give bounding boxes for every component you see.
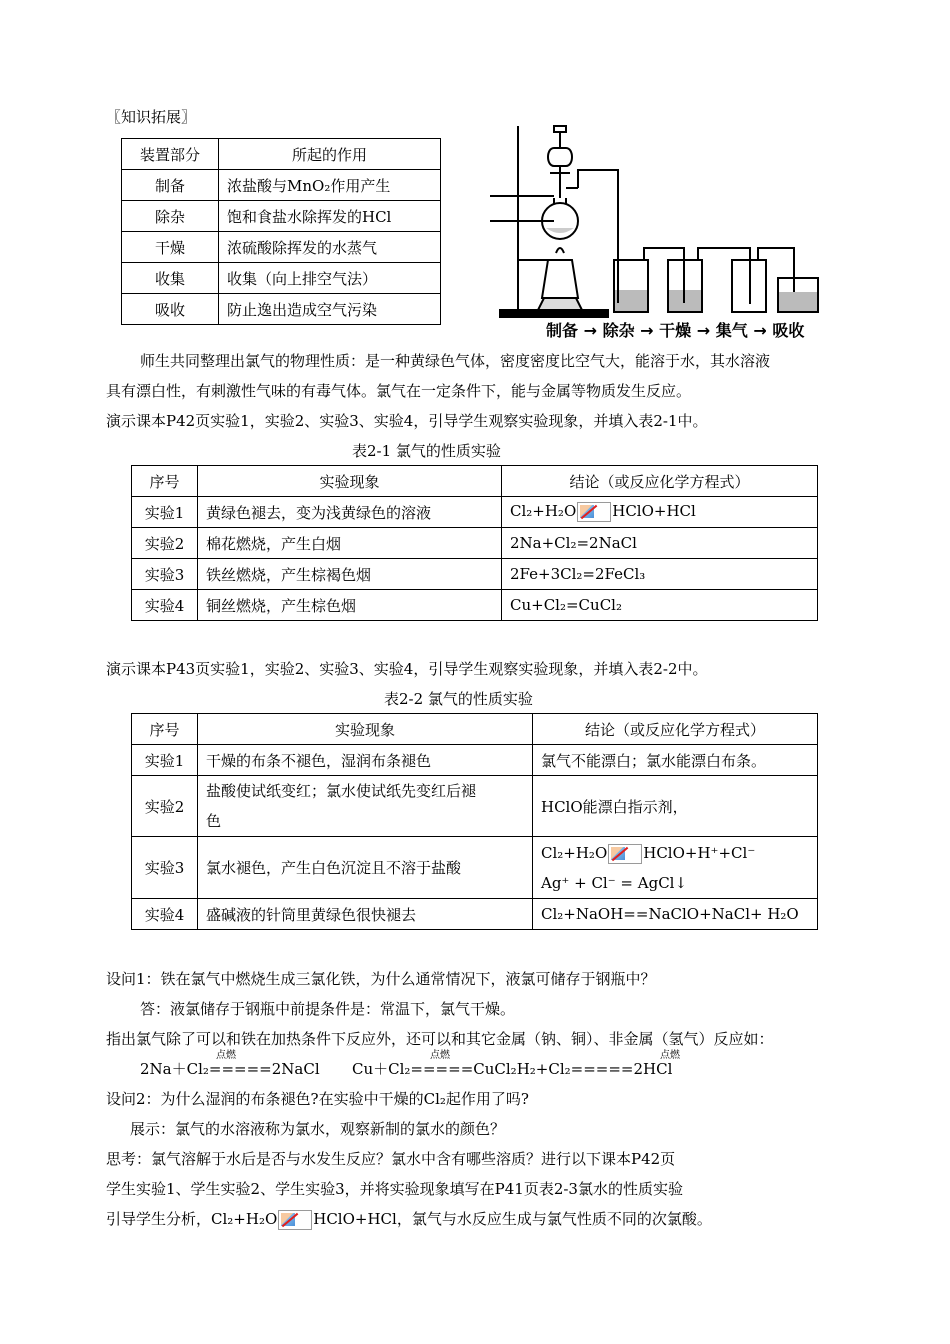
table-row: 实验2 盐酸使试纸变红；氯水使试纸先变红后褪 色 HClO能漂白指示剂，	[132, 776, 818, 837]
label-purification: 除杂	[602, 321, 635, 340]
answer-1: 答：液氯储存于钢瓶中前提条件是：常温下，氯气干燥。	[140, 1000, 516, 1018]
table-header: 装置部分	[122, 139, 219, 170]
table-caption: 表2-1 氯气的性质实验	[352, 442, 501, 460]
apparatus-table	[121, 138, 441, 325]
table-header: 结论（或反应化学方程式）	[502, 466, 818, 497]
condition-label: 点燃	[216, 1050, 236, 1061]
table-row: 实验3 铁丝燃烧，产生棕褐色烟 2Fe+3Cl₂=2FeCl₃	[132, 559, 818, 590]
table-header: 结论（或反应化学方程式）	[533, 714, 818, 745]
table-cell: 制备	[122, 170, 219, 201]
label-absorption: 吸收	[772, 321, 805, 340]
table-cell: 除杂	[122, 201, 219, 232]
label-drying: 干燥	[659, 321, 692, 340]
paragraph: 具有漂白性，有刺激性气味的有毒气体。氯气在一定条件下，能与金属等物质发生反应。	[106, 382, 692, 400]
question-2: 设问2：为什么湿润的布条褪色?在实验中干燥的Cl₂起作用了吗?	[106, 1090, 529, 1108]
properties-table-2	[131, 713, 818, 930]
table-header: 实验现象	[198, 714, 533, 745]
table-cell: 浓硫酸除挥发的水蒸气	[219, 232, 441, 263]
equation: Cu＋Cl₂=====CuCl₂H₂+Cl₂=====2HCl	[352, 1060, 673, 1078]
table-cell: 收集	[122, 263, 219, 294]
table-row: 实验4 铜丝燃烧，产生棕色烟 Cu+Cl₂=CuCl₂	[132, 590, 818, 621]
table-row: 实验4 盛碱液的针筒里黄绿色很快褪去 Cl₂+NaOH==NaClO+NaCl+ H₂O	[132, 899, 818, 930]
table-row: 实验2 棉花燃烧，产生白烟 2Na+Cl₂=2NaCl	[132, 528, 818, 559]
table-row: 实验1 干燥的布条不褪色，湿润布条褪色 氯气不能漂白；氯水能漂白布条。	[132, 745, 818, 776]
table-cell: 饱和食盐水除挥发的HCl	[219, 201, 441, 232]
table-caption: 表2-2 氯气的性质实验	[384, 690, 533, 708]
properties-table-1	[131, 465, 818, 621]
equation: 2Na＋Cl₂=====2NaCl	[140, 1060, 320, 1078]
table-row: 实验3 氯水褪色，产生白色沉淀且不溶于盐酸 Cl₂+H₂O HClO+H⁺+Cl⁻ Ag⁺ + Cl⁻ = AgCl↓	[132, 837, 818, 899]
broken-image-icon	[608, 844, 642, 864]
broken-image-icon	[577, 502, 611, 522]
note: 指出氯气除了可以和铁在加热条件下反应外，还可以和其它金属（钠、铜）、非金属（氢气）反应如：	[106, 1030, 774, 1048]
table-header: 所起的作用	[219, 139, 441, 170]
paragraph: 引导学生分析，Cl₂+H₂O HClO+HCl，氯气与水反应生成与氯气性质不同的次氯酸。	[106, 1210, 712, 1228]
table-cell: 收集（向上排空气法）	[219, 263, 441, 294]
table-header: 序号	[132, 714, 198, 745]
paragraph: 展示：氯气的水溶液称为氯水，观察新制的氯水的颜色？	[130, 1120, 506, 1138]
broken-image-icon	[278, 1210, 312, 1230]
chlorine-apparatus-diagram	[488, 118, 824, 340]
table-header: 实验现象	[198, 466, 502, 497]
table-cell: 吸收	[122, 294, 219, 325]
paragraph: 学生实验1、学生实验2、学生实验3，并将实验现象填写在P41页表2-3氯水的性质实验	[106, 1180, 683, 1198]
table-header: 序号	[132, 466, 198, 497]
paragraph: 演示课本P42页实验1，实验2、实验3、实验4，引导学生观察实验现象，并填入表2-1中。	[106, 412, 708, 430]
paragraph: 演示课本P43页实验1，实验2、实验3、实验4，引导学生观察实验现象，并填入表2-2中。	[106, 660, 708, 678]
question-1: 设问1：铁在氯气中燃烧生成三氯化铁，为什么通常情况下，液氯可储存于钢瓶中？	[106, 970, 656, 988]
apparatus-labels: 制备 → 除杂 → 干燥 → 集气 → 吸收	[546, 321, 805, 340]
section-heading: 〖知识拓展〗	[106, 108, 197, 126]
paragraph: 师生共同整理出氯气的物理性质：是一种黄绿色气体，密度密度比空气大，能溶于水，其水溶液	[140, 352, 771, 370]
table-cell: 防止逸出造成空气污染	[219, 294, 441, 325]
table-cell: 浓盐酸与MnO₂作用产生	[219, 170, 441, 201]
label-collection: 集气	[715, 321, 748, 340]
table-row: 实验1 黄绿色褪去，变为浅黄绿色的溶液 Cl₂+H₂O HClO+HCl	[132, 497, 818, 528]
condition-label: 点燃	[660, 1050, 680, 1061]
label-preparation: 制备	[546, 321, 579, 340]
table-cell: 干燥	[122, 232, 219, 263]
condition-label: 点燃	[430, 1050, 450, 1061]
paragraph: 思考：氯气溶解于水后是否与水发生反应？氯水中含有哪些溶质？进行以下课本P42页	[106, 1150, 676, 1168]
